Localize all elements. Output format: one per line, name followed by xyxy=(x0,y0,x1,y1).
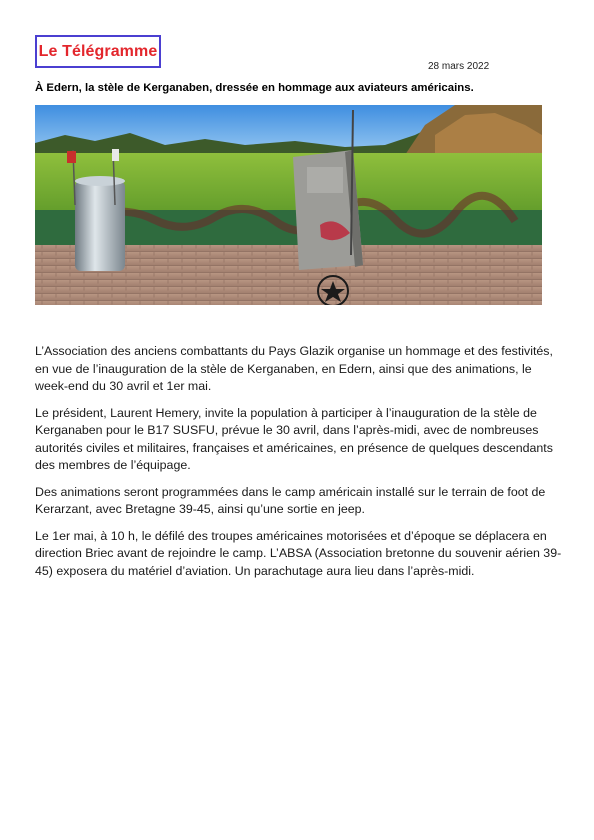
article-body xyxy=(35,343,563,589)
article-paragraph: L’Association des anciens combattants du Pays Glazik organise un hommage et des festivités, en vue de l’inauguration de la stèle de Kerganaben, en Edern, ainsi que des animations, le week-end du 30 avril et 1er mai. xyxy=(35,344,553,393)
article-photo xyxy=(35,105,542,305)
publication-date: 28 mars 2022 xyxy=(428,61,490,72)
article-paragraph: Le président, Laurent Hemery, invite la population à participer à l’inauguration de la stèle de Kerganaben pour le B17 SUSFU, prévue le 30 avril, dans l’après-midi, avec de nombreuses autorités civiles et militaires, françaises et américaines, en présence de quelques descendants des membres de l’équipage. xyxy=(35,405,553,472)
logo-text: Le Télégramme xyxy=(38,42,158,60)
article-paragraph: Le 1er mai, à 10 h, le défilé des troupes américaines motorisées et d’époque se déplacera en direction Briec avant de rejoindre le camp. L’ABSA (Association bretonne du souvenir aérien 39-45) exposera du matériel d’aviation. Un parachutage aura lieu dans l’après-midi. xyxy=(35,528,562,578)
article-paragraph: Des animations seront programmées dans le camp américain installé sur le terrain de foot de Kerarzant, avec Bretagne 39-45, ainsi qu’une sortie en jeep. xyxy=(35,484,546,516)
newspaper-logo xyxy=(35,35,161,68)
article-headline: À Edern, la stèle de Kerganaben, dressée en hommage aux aviateurs américains. xyxy=(35,82,474,94)
